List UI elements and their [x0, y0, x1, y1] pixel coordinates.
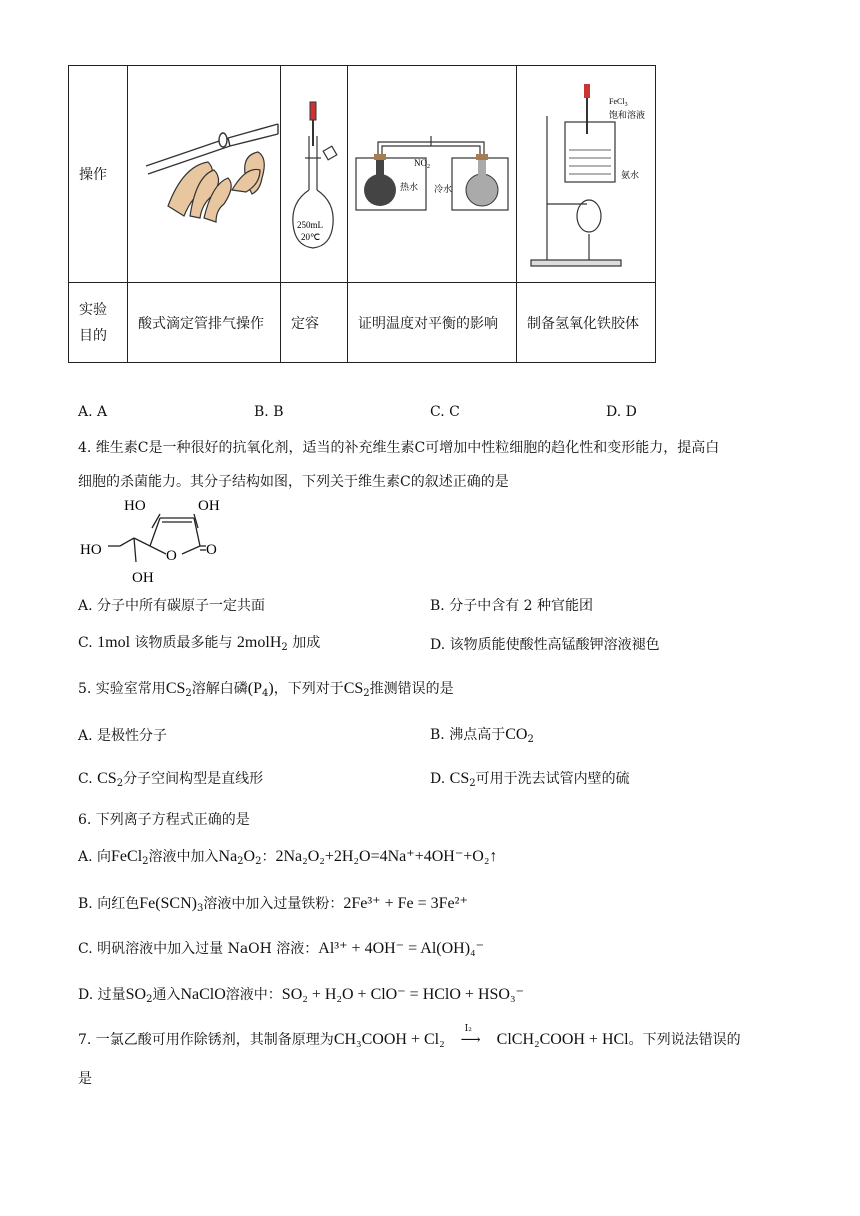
cell-buret-venting	[128, 66, 281, 283]
q6-option-a: A. 向FeCl$_2$溶液中加入$Na_2O_2$：2Na₂O₂+2H₂O=4Na⁺+4OH⁻+O₂↑	[78, 848, 498, 867]
purpose-a	[128, 283, 281, 363]
struct-oh-bottom: OH	[132, 570, 154, 586]
q4-option-a: A. 分子中所有碳原子一定共面	[78, 598, 266, 614]
struct-oh-top: OH	[198, 498, 220, 514]
q4-stem-line2: 细胞的杀菌能力。其分子结构如图，下列关于维生素C的叙述正确的是	[78, 474, 509, 490]
buret-venting-illustration	[128, 66, 280, 278]
water-label: 氨水	[621, 171, 640, 181]
struct-ring-o: O	[166, 548, 177, 564]
q5-option-c: C. $CS_2$分子空间构型是直线形	[78, 770, 264, 789]
cell-no2-equilibrium	[348, 66, 517, 283]
purpose-c-text: 证明温度对平衡的影响	[358, 315, 498, 332]
cell-colloid-setup	[517, 66, 656, 283]
fecl3-label: FeCl$_3$	[609, 97, 628, 108]
flask-label-volume: 250mL	[297, 220, 323, 230]
q4-option-d: D. 该物质能使酸性高锰酸钾溶液褪色	[430, 637, 660, 653]
purpose-a-text: 酸式滴定管排气操作	[138, 315, 264, 332]
volumetric-flask-illustration	[281, 66, 347, 278]
purpose-c	[348, 283, 517, 363]
struct-carbonyl-o: O	[206, 542, 217, 558]
q3-option-b: B. B	[254, 404, 284, 420]
hot-water-label: 热水	[400, 183, 419, 193]
row-label-purpose-l2: 目的	[79, 327, 107, 344]
q4-option-c: C. 1mol 该物质最多能与 2molH$_2$ 加成	[78, 634, 321, 653]
q6-option-c: C. 明矾溶液中加入过量 NaOH 溶液：Al³⁺ + 4OH⁻ = Al(OH)₄⁻	[78, 940, 485, 957]
purpose-d	[517, 283, 656, 363]
gas-label: $NO_2$	[414, 158, 430, 170]
q7-stem: 7. 一氯乙酸可用作除锈剂，其制备原理为CH₃COOH + Cl₂ I₂ ⟶ ClCH₂COOH + HCl。下列说法错误的	[78, 1024, 741, 1048]
q7-stem-line2: 是	[78, 1071, 92, 1087]
struct-ho-left: HO	[80, 542, 102, 558]
q5-option-a: A. 是极性分子	[78, 728, 168, 744]
row-label-purpose	[69, 283, 128, 363]
q4-option-b: B. 分子中含有 2 种官能团	[430, 598, 593, 614]
colloid-setup-illustration	[517, 66, 655, 278]
struct-ho-top: HO	[124, 498, 146, 514]
cell-volumetric-flask	[281, 66, 348, 283]
row-label-operation	[69, 66, 128, 283]
q3-option-c: C. C	[430, 404, 460, 420]
q5-option-d: D. $CS_2$可用于洗去试管内壁的硫	[430, 770, 630, 789]
q5-option-b: B. 沸点高于$CO_2$	[430, 726, 534, 745]
dropper-bulb	[310, 102, 316, 120]
q3-option-a: A. A	[78, 404, 108, 420]
row-label-purpose-l1: 实验	[79, 301, 107, 318]
vitamin-c-structure	[78, 494, 248, 590]
row-label-text: 操作	[79, 167, 107, 183]
saturated-solution-label: 饱和溶液	[609, 111, 646, 121]
q6-stem: 6. 下列离子方程式正确的是	[78, 812, 250, 828]
q5-stem: 5. 实验室常用$CS_2$溶解白磷$(P_4)$，下列对于$CS_2$推测错误的是	[78, 680, 454, 699]
q6-option-b: B. 向红色$Fe(SCN)_3$溶液中加入过量铁粉：2Fe³⁺ + Fe = 3Fe²⁺	[78, 895, 468, 914]
experiment-table	[68, 65, 656, 363]
catalyst-label: I₂	[464, 1024, 472, 1034]
purpose-b	[281, 283, 348, 363]
q6-option-d: D. 过量$SO_2$通入NaClO溶液中：SO₂ + H₂O + ClO⁻ = HClO + HSO₃⁻	[78, 986, 524, 1005]
purpose-d-text: 制备氢氧化铁胶体	[527, 315, 639, 332]
q3-option-d: D. D	[606, 404, 637, 420]
flask-label-temp: 20℃	[301, 232, 321, 242]
cold-water-label: 冷水	[434, 185, 453, 195]
purpose-b-text: 定容	[291, 315, 319, 332]
no2-equilibrium-illustration	[348, 66, 516, 278]
q4-stem-line1: 4. 维生素C是一种很好的抗氧化剂，适当的补充维生素C可增加中性粒细胞的趋化性和变形能力，提高白	[78, 440, 720, 456]
